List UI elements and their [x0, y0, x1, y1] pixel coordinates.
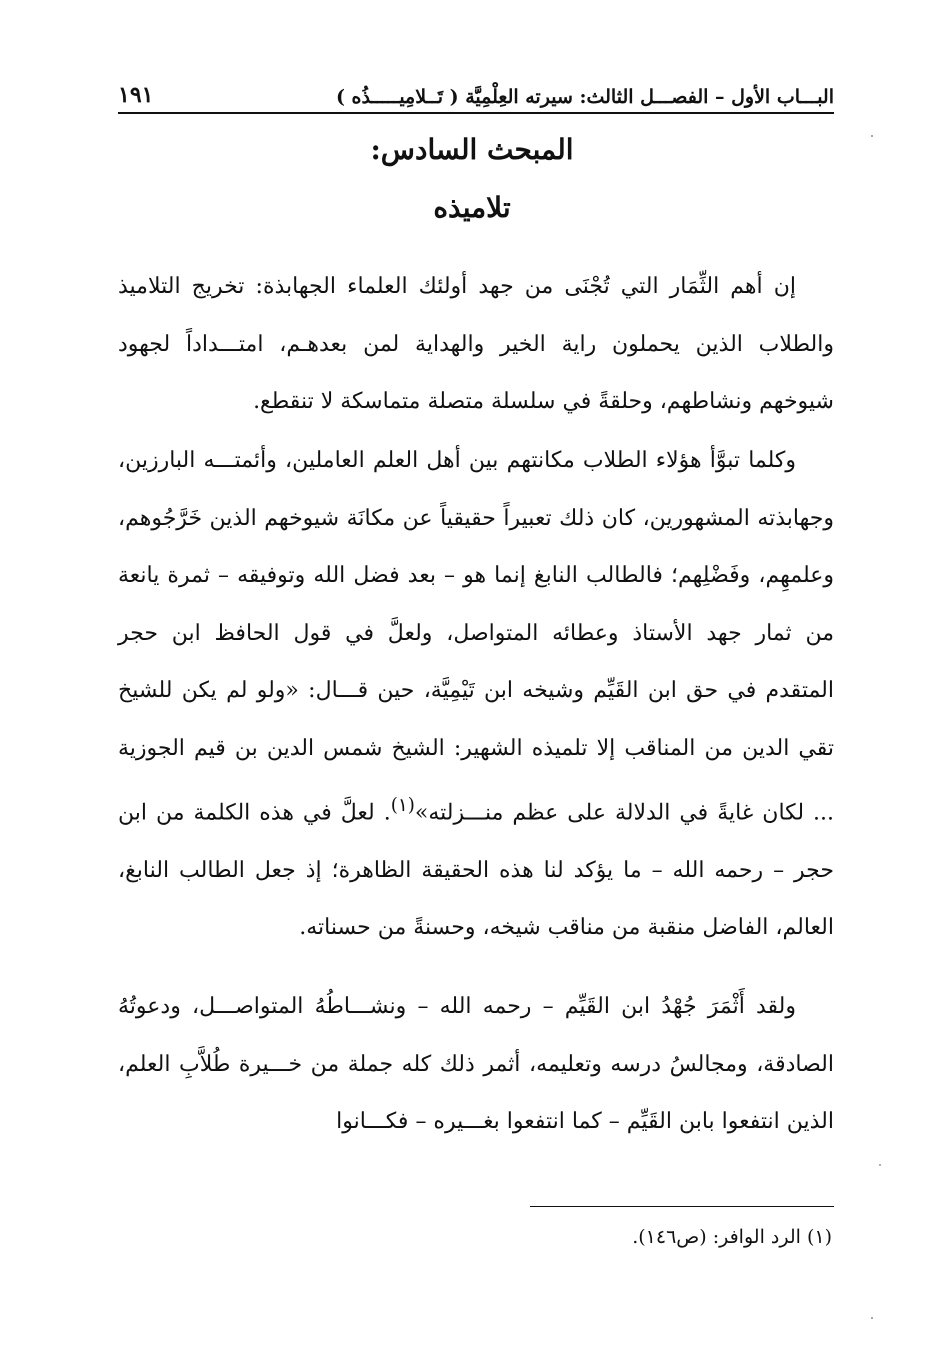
section-title: تلاميذه [433, 191, 511, 224]
paragraph-continuation: . لعلَّ في هذه الكلمة من ابن حجر – رحمه الله – ما يؤكد لنا هذه الحقيقة الظاهرة؛ إذ جعل الطالب النابغ، العالم، الفاضل منقبة من مناقب شيخه، وحسنةً من حسناته. [118, 800, 834, 941]
quote-text: وكلما تبوَّأ هؤلاء الطلاب مكانتهم بين أهل العلم العاملين، وأئمتـــه البارزين، وجهابذته المشهورين، كان ذلك تعبيراً حقيقياً عن مكانَة شيوخهم الذين خَرَّجُوهم، وعلمهِم، وفَضْلِهم؛ فالطالب النابغ إنما هو – بعد فضل الله وتوفيقه – ثمرة يانعة من ثمار جهد الأستاذ وعطائه المتواصل، ولعلَّ في قول الحافظ ابن حجر المتقدم في حق ابن القَيِّم وشيخه ابن تَيْمِيَّة، حين قـــال: «ولو لم يكن للشيخ تقي الدين من المناقب إلا تلميذه الشهير: الشيخ شمس الدين بن قيم الجوزية ... لكان غايةً في الدلالة على عظم منـــزلته» [118, 448, 834, 826]
footnote-marker: (١) [390, 795, 415, 816]
running-title: البـــاب الأول – الفصـــل الثالث: سيرته العِلْمِيَّة ( تَــلامِيـــــذُه ) [335, 86, 834, 108]
scan-speck [879, 1164, 881, 1166]
page-number: ١٩١ [118, 82, 154, 108]
section-number: المبحث السادس: [370, 133, 574, 166]
paragraph-text: إن أهم الثِّمَار التي تُجْنَى من جهد أولئك العلماء الجهابذة: تخريج التلاميذ والطلاب الذين يحملون راية الخير والهداية لمن بعدهـم، امتـــداداً لجهود شيوخهم ونشاطهم، وحلقةً في سلسلة متصلة متماسكة لا تنقطع. [118, 274, 834, 414]
footnote: (١) الرد الوافر: (ص١٤٦). [632, 1226, 832, 1248]
scan-speck [871, 1317, 873, 1319]
scan-speck [871, 135, 873, 137]
paragraph-text: ولقد أَثْمَرَ جُهْدُ ابن القَيِّم – رحمه الله – ونشـــاطُهُ المتواصـــل، ودعوتُهُ الصادقة، ومجالسُ درسه وتعليمه، أثمر ذلك كله جملة من خـــيرة طُلاَّبِ العلم، الذين انتفعوا بابن القَيِّم – كما انتفعوا بغـــيره – فكـــانوا [118, 994, 834, 1134]
